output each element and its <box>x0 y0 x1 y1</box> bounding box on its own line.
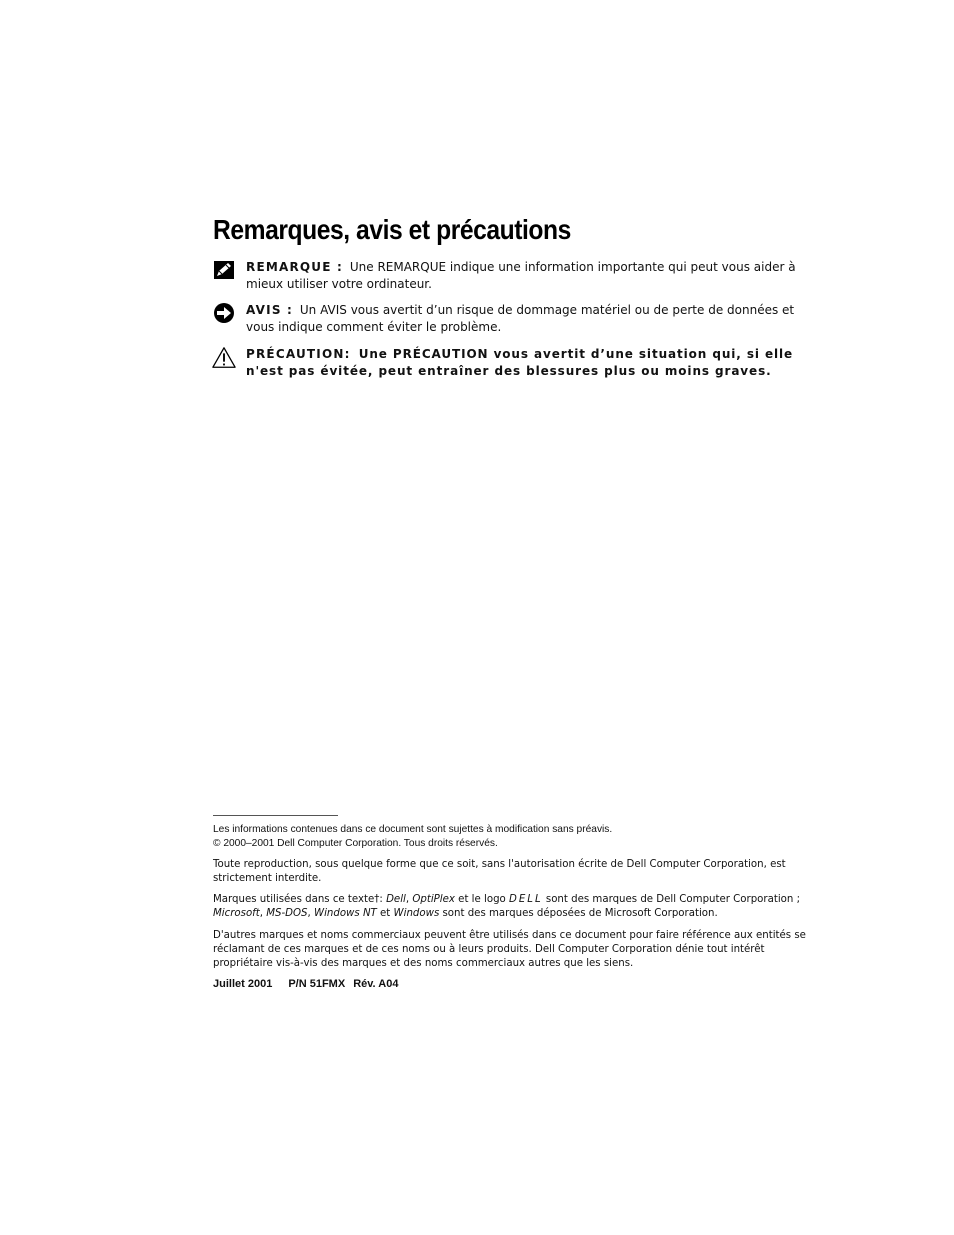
note-label: REMARQUE : <box>246 260 344 274</box>
part-number: P/N 51FMX <box>288 978 346 990</box>
trademark-logo-text: et le logo <box>454 894 510 905</box>
caution-notice <box>212 346 812 380</box>
notice-label: AVIS : <box>246 303 294 317</box>
pencil-note-icon <box>212 259 236 283</box>
trademark-microsoft: Microsoft <box>213 908 260 919</box>
other-marks-notice: D'autres marques et noms commerciaux peuvent être utilisés dans ce document pour faire référence aux entités se réclamant de ces marques et de ces noms ou à leurs produits. Dell Computer Corporation dénie tout intérêt propriétaire vis-à-vis des marques et des noms commerciaux autres que les siens. <box>213 930 806 969</box>
notice-notice <box>212 302 812 336</box>
note-body: Une REMARQUE indique une information importante qui peut vous aider à mieux utiliser votre ordinateur. <box>246 260 796 291</box>
caution-text <box>246 346 812 380</box>
trademark-sep: , <box>405 894 413 905</box>
trademark-ms-tail: sont des marques déposées de Microsoft Corporation. <box>439 908 718 919</box>
trademark-msdos: MS-DOS <box>266 908 308 919</box>
trademark-dell-tail: sont des marques de Dell Computer Corporation ; <box>542 894 801 905</box>
footnote-divider <box>213 815 338 816</box>
trademarks-intro: Marques utilisées dans ce texte†: <box>213 894 387 905</box>
page-title: Remarques, avis et précautions <box>213 214 571 245</box>
caution-body: Une PRÉCAUTION vous avertit d’une situation qui, si elle n'est pas évitée, peut entraîner des blessures plus ou moins graves. <box>246 347 794 378</box>
info-line-1: Les informations contenues dans ce document sont sujettes à modification sans préavis. <box>213 824 613 835</box>
notice-text <box>246 302 812 336</box>
info-block <box>213 823 813 851</box>
trademark-windows: Windows <box>393 908 440 919</box>
trademarks-notice <box>213 893 813 921</box>
trademark-dell-logo: DELL <box>509 894 543 905</box>
trademark-dell: Dell <box>386 894 406 905</box>
trademark-sep: , <box>259 908 267 919</box>
notice-body: Un AVIS vous avertit d’un risque de dommage matériel ou de perte de données et vous indique comment éviter le problème. <box>246 303 795 334</box>
caution-label: PRÉCAUTION: <box>246 347 351 361</box>
arrow-circle-icon <box>212 302 236 326</box>
publication-date: Juillet 2001 <box>213 978 273 990</box>
trademark-optiplex: OptiPlex <box>412 894 455 905</box>
reproduction-notice: Toute reproduction, sous quelque forme que ce soit, sans l'autorisation écrite de Dell Computer Corporation, est strictement interdite. <box>213 859 786 884</box>
publication-info <box>213 977 813 991</box>
note-notice <box>212 259 812 293</box>
note-text <box>246 259 812 293</box>
trademark-and: et <box>376 908 394 919</box>
copyright-line: © 2000–2001 Dell Computer Corporation. Tous droits réservés. <box>213 838 498 849</box>
warning-triangle-icon <box>212 346 236 370</box>
revision: Rév. A04 <box>353 978 399 990</box>
trademark-sep: , <box>307 908 314 919</box>
trademark-windowsnt: Windows NT <box>314 908 377 919</box>
